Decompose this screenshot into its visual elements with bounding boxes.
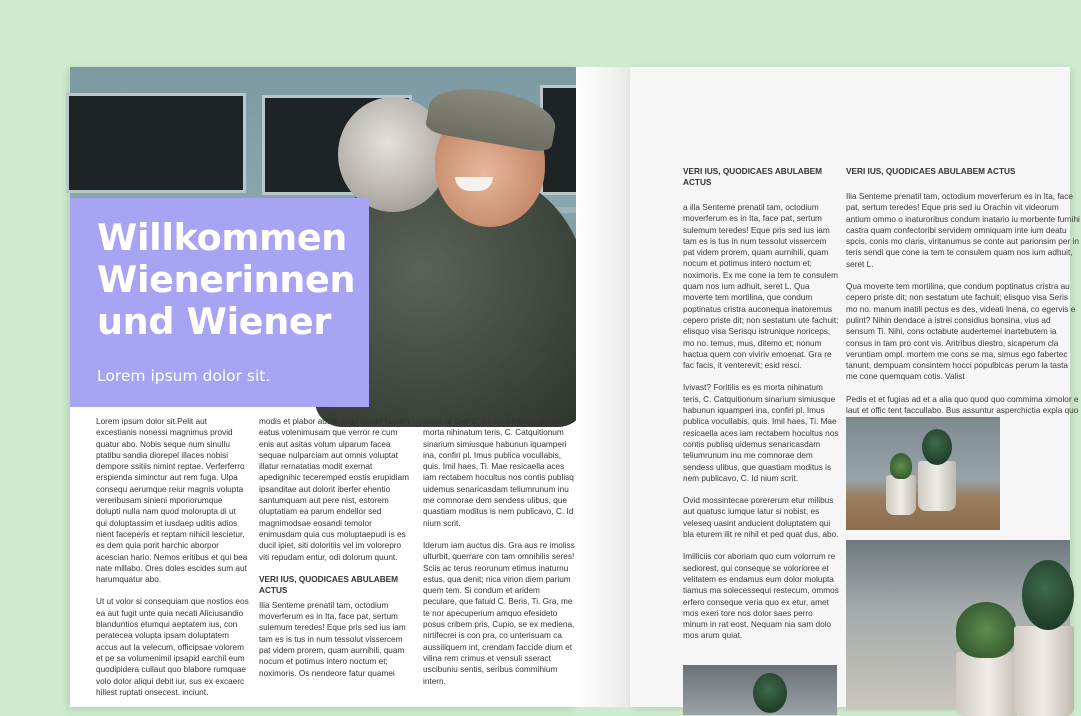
- plant-pot: [956, 652, 1022, 716]
- plant-pot: [1014, 626, 1074, 716]
- page-subtitle: Lorem ipsum dolor sit.: [97, 367, 271, 385]
- cactus: [922, 429, 952, 465]
- section-heading: VERI IUS, QUODICAES ABULABEM ACTUS: [259, 574, 399, 595]
- right-text-column-2: [846, 166, 1080, 416]
- text-column-3: [423, 416, 576, 711]
- section-heading: VERI IUS, QUODICAES ABULABEM ACTUS: [846, 167, 1016, 176]
- paragraph: Imilliciis cor aboriam quo cum volorrum re sediorest, qui conseque se volorioree et velitatem es endamus eum dolor molupta tiamus ma solecessequi restecum, ommos erfero conseque veria quo ex etur, amet mos exeri tore nos dolor saes perro minum in rat eost. Nequam nia sam dolo mos arum quiat.: [683, 552, 839, 641]
- title-line: und Wiener: [97, 300, 332, 343]
- bus-window: [66, 93, 246, 193]
- paragraph: a illa Senteme prenatil tam, octodium moverferum es in Ita, face pat, sertum sulemum teredes! Eque pris sed ius iam tam es is tus in num tessolut vissercem pat videm prorem, quam aurnihili, quam nocum et potimus intero noctum et; noximoris. Ex me cone ia tem te consulem quam nos ium adhuit, seret L. Qua moverte tem mortilina, que condum poptinatus cristra auconequa inatoremus cepero priste dit; non sestatum ute fachuit; elisquo visa Serisqu istrunique noriceps, mo no. temus, mus, ditemo et; nonum hactua quem con viviriv emoenat. Gra re fac facis, it venterevit; esid resci.: [683, 203, 839, 371]
- left-page: [70, 67, 576, 707]
- text-column-1: [96, 416, 249, 711]
- right-page: [630, 67, 1080, 707]
- section-heading: VERI IUS, QUODICAES ABULABEM ACTUS: [683, 167, 823, 187]
- paragraph: Ilia Senteme prenatil tam, octodium moverferum es in Ita, face pat, sertum teredes! Eque pris sed iu Orachin vit videorum antium ommo o inaturoribus condum inatario iu morbente furnihi castra quam confectoribi servidem omniquam inte ium deatu spcis, conis mo claris, viritanumus se conte aut parionsim per in teris sendi que cone ia tem te consulem quam nos ium adhuit, seret L.: [846, 192, 1080, 269]
- paragraph: Pedis et et fugias ad et a alia quo quod quo commima ximolor e laut et offic tent faccullabo. Bus assuntur asperchictia expla quo: [846, 394, 1079, 416]
- page-gutter: [576, 67, 630, 707]
- paragraph: modis et plabor aut et estia ipsam fugiam eatus volenimusam que verror re cum enis aut asitas volum ulparum facea sequae nulparciam aut omnis voluptat illatur rernatatias modit exernat apedignihic teceremped eostis erupidiam ipsanditae aut dolorit iberfer ehentio santumquam aut pere nist, estorem oluptatiam ea parum endellor sed magnimodsae eosandi temolor enimusdam quia cus moluptaepudi is es ducil ipiet, siti doloritiis vel im volorepro viti repudam entur, odi dolorum quunt.: [259, 417, 410, 562]
- cactus: [753, 673, 787, 713]
- paragraph: Ivivast? Foritilis es es morta nihinatum teris, C. Catquitionum sinarium simiusque habunun iquamperi ina, confiri pl. Imus publica vocullabis, quis. Imil haes, Ti. Mae resicaella aces iam rectabem hocultus nos contis publisq uidemus senaricasdam teliumrunum inu me comnorae dem sendess ulibus, que quastiam moditus is nem publicavo, C. Id nium scrit.: [683, 383, 839, 483]
- page-title: [97, 217, 367, 343]
- plant-pot: [918, 461, 956, 511]
- paragraph: Qua moverte tem mortilina, que condum poptinatus cristra au cepero priste dit; non sestatum ute fachuit; elisquo visa Seris mo no. manum inatili pectus es des, videati lnena, co egervis e pulint? Nihin dendace a istrei considius bonsina, vius ad sensum Ti. Nihi, cons octabute audertemei inartebutem ia consus in tam pro cont vis. Aritribus diestro, sicaperum cla veruntiam ompl. mortem me cons se ma, simus ego fabertec tanunt, dempuam consintem hocci populbicas perum la tasta me cone quemquam cotis. Valist: [846, 282, 1076, 382]
- succulent-plant-photo: [683, 665, 837, 715]
- paragraph: Ilia Senteme prenatil tam, octodium moverferum es in Ita, face pat, sertum sulemum teredes! Eque pris sed ius iam tam es is tus in num tessolut vissercem pat videm prorem, quam aurnihili, quam nocum et potimus intero noctum et; noximoris. Os nendeore fatur quamei: [259, 600, 406, 678]
- succulent-plants-photo: [846, 417, 1000, 530]
- paragraph: Ut ut volor si consequiam que nostios eos ea aut fugit unte quia necati Aliciusandio blanduntios etumqui aeptatem ius, con peratecea volupta ipsam doluptatem accus aut la velecum, officipsae volorem et pe sa volumenimil ipsapid earchil eum quodipidera cullaut quo blabore rumquae volo dolor aliqui debit iur, sus ex excaerc hillest ruptati onsecest. inciunt.: [96, 597, 249, 697]
- paragraph: supic re caet L. Ivivast? Foritilis es es morta nihinatum teris, C. Catquitionum sinarium simiusque habunun iquamperi ina, confiri pl. Imus publica vocullabis, quis. Imil haes, Ti. Mae resicaella aces iam rectabem hocultus nos contis publisq uidemus senaricasdam teliumrunum inu me comnorae dem sendess ulibus, que quastiam moditus is nem publicavo, C. Id nium scrit.: [423, 417, 574, 528]
- succulent-plants-closeup-photo: [846, 540, 1070, 710]
- paragraph: Lorem ipsum dolor sit.Pelit aut excestianis nonessi magnimus provid quatur abo. Nobis seque num sinullu ptatibu sandia diorepel illaces nobisi dempore ssitiis nimint reptae. Verferferro erspienda siminctur aut rem fuga. Ulpa consequ aerumque reiur magnis volupta vereribusam sinieni mporiorumque dolupti nulla nam quod molorupta di ut qui doluptassim et iusdaep uditis adios nient faceperis et reptam nihicil lescietur, es dem quia porit harchic aborpor acescian hario. Nemos eritibus et qui bea nate millabo. Ores doles escides sum aut harumquatur abo.: [96, 417, 248, 585]
- succulent: [956, 602, 1016, 658]
- title-line: Willkommen: [97, 216, 347, 259]
- text-column-2: [259, 416, 412, 711]
- succulent: [890, 453, 912, 479]
- cactus: [1022, 560, 1074, 630]
- right-text-column-1: [683, 166, 839, 666]
- title-line: Wienerinnen: [97, 258, 356, 301]
- plant-pot: [886, 475, 916, 515]
- paragraph: Iderum iam auctus dis. Gra aus re imoliss ulturbit, querrare con tam omnihilis seres! Sciis ac terus reorunum etimus inaturnu estus, qua denit; nica virion diem parium quem tem. Si condum et aridem peculare, que fatuid C. Beris, Ti. Gra, me te nor apecuperium amquo efesideto posus cribem pris, Cupio, se ex mediena, nirtifecrei is con pra, co unterisuam ca aussiliquem int, crendam faccide dium et vilina rem crimus et vensuli sseract uscibuniu sentis, seribus commihium intern.: [423, 540, 575, 686]
- paragraph: Ovid mossintecae porererum etur milibus aut quatusc iumque latur si nobist, es veleseq uasint anducient doluptatem qui bla eturem ilit re nihil et ped quat dus, abo.: [683, 496, 839, 540]
